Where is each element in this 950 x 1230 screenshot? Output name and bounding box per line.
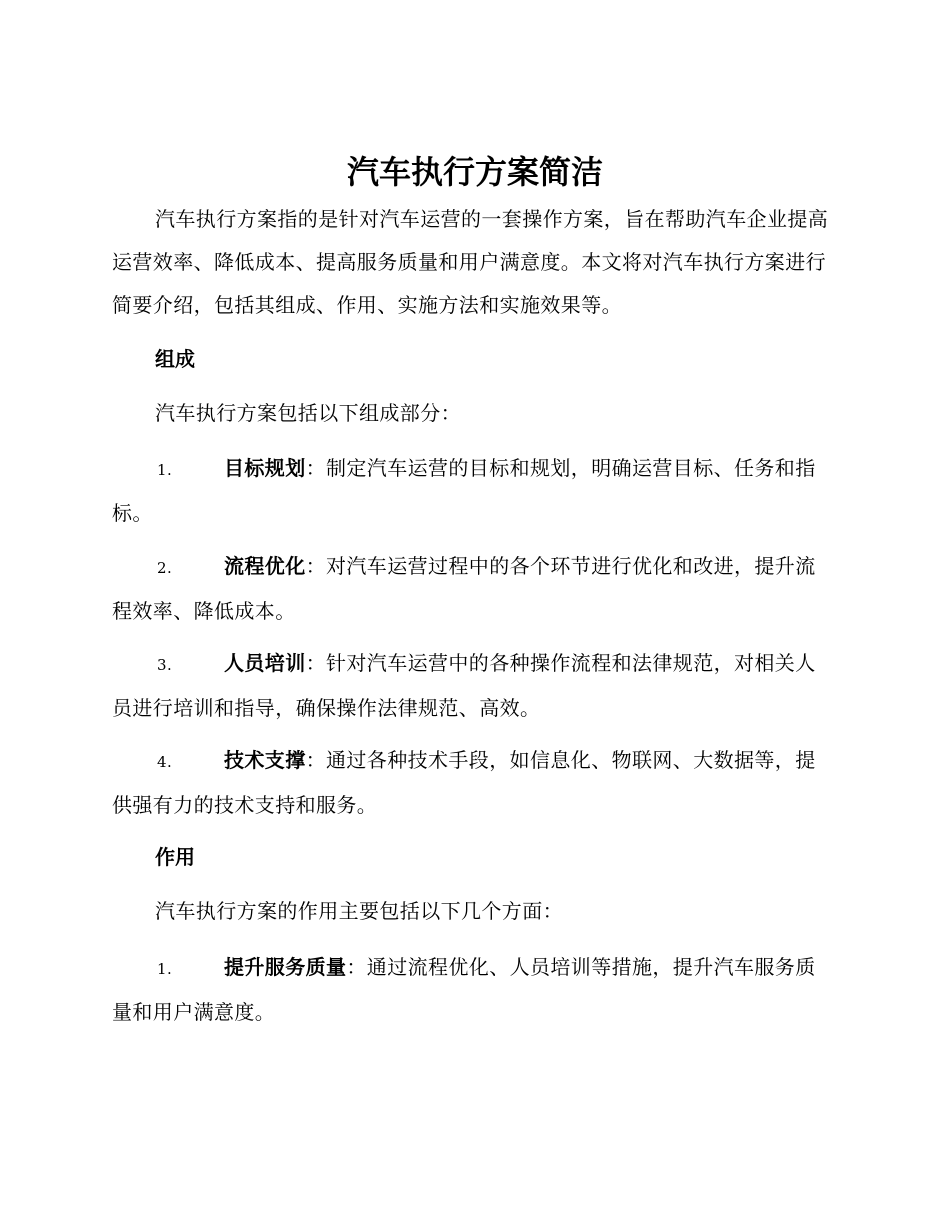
document-title: 汽车执行方案简洁 bbox=[346, 153, 603, 191]
list-item-number: 1. bbox=[157, 461, 173, 479]
list-item-number: 3. bbox=[157, 656, 173, 674]
list-item-number: 4. bbox=[157, 753, 173, 771]
list-item bbox=[112, 946, 834, 1034]
list-item-number: 2. bbox=[157, 559, 173, 577]
section-lead-function: 汽车执行方案的作用主要包括以下几个方面： bbox=[155, 899, 563, 923]
list-item-term: 技术支撑 bbox=[224, 748, 306, 772]
list-item-text: ：针对汽车运营中的各种操作流程和法律规范，对相关人员进行培训和指导，确保操作法律规范、高效。 bbox=[112, 651, 816, 720]
list-item-number: 1. bbox=[157, 960, 173, 978]
list-item-text: ：通过各种技术手段，如信息化、物联网、大数据等，提供强有力的技术支持和服务。 bbox=[112, 748, 816, 817]
section-lead-composition: 汽车执行方案包括以下组成部分： bbox=[155, 401, 461, 425]
list-item-term: 流程优化 bbox=[224, 554, 306, 578]
list-item bbox=[112, 642, 834, 730]
section-heading-function: 作用 bbox=[155, 845, 195, 869]
list-item bbox=[112, 739, 834, 827]
list-item-term: 提升服务质量 bbox=[224, 955, 347, 979]
list-item bbox=[112, 545, 834, 633]
section-heading-composition: 组成 bbox=[155, 347, 195, 371]
intro-paragraph: 汽车执行方案指的是针对汽车运营的一套操作方案，旨在帮助汽车企业提高运营效率、降低成本、提高服务质量和用户满意度。本文将对汽车执行方案进行简要介绍，包括其组成、作用、实施方法和实施效果等。 bbox=[112, 207, 829, 317]
list-item-text: ：通过流程优化、人员培训等措施，提升汽车服务质量和用户满意度。 bbox=[112, 955, 816, 1024]
list-item-text: ：制定汽车运营的目标和规划，明确运营目标、任务和指标。 bbox=[112, 456, 816, 525]
list-item bbox=[112, 447, 834, 535]
list-item-term: 目标规划 bbox=[224, 456, 306, 480]
list-item-text: ：对汽车运营过程中的各个环节进行优化和改进，提升流程效率、降低成本。 bbox=[112, 554, 816, 623]
list-item-term: 人员培训 bbox=[224, 651, 306, 675]
